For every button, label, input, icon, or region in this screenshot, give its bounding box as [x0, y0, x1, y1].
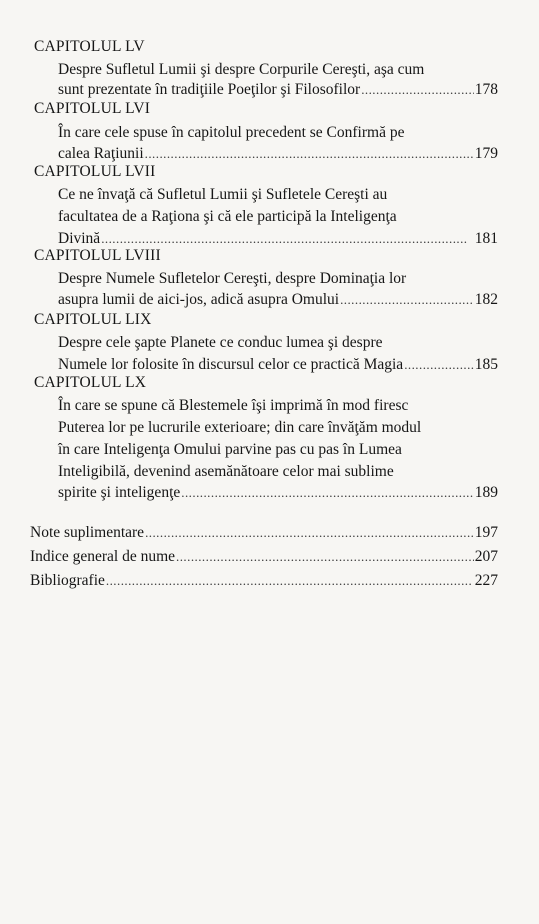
page-number: 189 — [474, 484, 498, 501]
chapter-title-line: Inteligibilă, devenind asemănătoare celor mai sublime — [58, 463, 394, 480]
chapter-heading: CAPITOLUL LX — [34, 374, 147, 391]
chapter-title-line: Despre Numele Sufletelor Cereşti, despre Dominaţia lor — [58, 270, 407, 287]
dot-leader — [101, 229, 474, 249]
chapter-title-line: sunt prezentate în tradiţiile Poeţilor şi Filosofilor — [58, 81, 361, 98]
back-matter-entry — [30, 523, 498, 543]
chapter-title-line: asupra lumii de aici-jos, adică asupra Omului — [58, 291, 340, 308]
chapter-title-line: În care cele spuse în capitolul precedent se Confirmă pe — [58, 124, 405, 141]
toc-entry-last-line — [58, 144, 498, 164]
chapter-heading: CAPITOLUL LVI — [34, 100, 151, 117]
chapter-title-line: Ce ne învaţă că Sufletul Lumii şi Sufletele Cereşti au — [58, 186, 388, 203]
dot-leader — [106, 571, 474, 591]
dot-leader — [340, 290, 474, 310]
toc-entry-last-line — [58, 483, 498, 503]
chapter-title-line: în care Inteligenţa Omului parvine pas cu pas în Lumea — [58, 441, 402, 458]
page-number: 179 — [474, 145, 498, 162]
chapter-heading: CAPITOLUL LVIII — [34, 247, 161, 264]
chapter-title-line: Divină — [58, 230, 101, 247]
back-matter-title: Indice general de nume — [30, 548, 176, 565]
back-matter-entry — [30, 547, 498, 567]
dot-leader — [176, 547, 474, 567]
page-number: 182 — [474, 291, 498, 308]
back-matter-entry — [30, 571, 498, 591]
dot-leader — [145, 144, 474, 164]
chapter-title-line: facultatea de a Raţiona şi că ele participă la Inteligenţa — [58, 208, 397, 225]
page-number: 207 — [474, 548, 498, 565]
chapter-heading: CAPITOLUL LV — [34, 38, 145, 55]
page-number: 178 — [474, 81, 498, 98]
page-number: 227 — [474, 572, 498, 589]
toc-entry-last-line — [58, 355, 498, 375]
page-number: 185 — [474, 356, 498, 373]
chapter-title-line: Despre cele şapte Planete ce conduc lumea şi despre — [58, 334, 383, 351]
chapter-heading: CAPITOLUL LVII — [34, 163, 156, 180]
chapter-title-line: Numele lor folosite în discursul celor ce practică Magia — [58, 356, 404, 373]
dot-leader — [181, 483, 473, 503]
chapter-title-line: spirite şi inteligenţe — [58, 484, 181, 501]
toc-entry-last-line — [58, 290, 498, 310]
chapter-title-line: Puterea lor pe lucrurile exterioare; din care învăţăm modul — [58, 419, 422, 436]
chapter-title-line: Despre Sufletul Lumii şi despre Corpurile Cereşti, aşa cum — [58, 61, 425, 78]
dot-leader — [145, 523, 474, 543]
back-matter-title: Bibliografie — [30, 572, 105, 589]
chapter-heading: CAPITOLUL LIX — [34, 311, 152, 328]
toc-entry-last-line — [58, 229, 498, 249]
chapter-title-line: În care se spune că Blestemele îşi imprimă în mod firesc — [58, 397, 409, 414]
dot-leader — [404, 355, 474, 375]
page-number: 181 — [474, 230, 498, 247]
toc-entry-last-line — [58, 80, 498, 100]
chapter-title-line: calea Raţiunii — [58, 145, 144, 162]
page-number: 197 — [474, 524, 498, 541]
back-matter-title: Note suplimentare — [30, 524, 145, 541]
dot-leader — [361, 80, 474, 100]
